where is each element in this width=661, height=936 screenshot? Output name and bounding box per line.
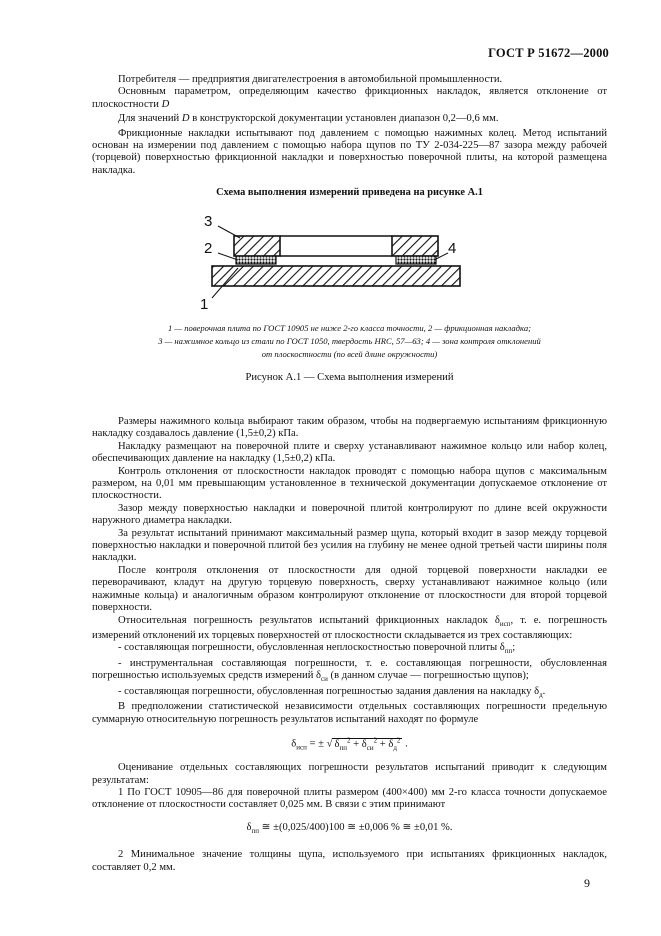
range-text-end: в конструкторской документации установлен диапазон 0,2—0,6 мм. [192,113,499,125]
figure-caption: Рисунок А.1 — Схема выполнения измерений [245,372,454,383]
figure-title: Схема выполнения измерений приведена на рисунке А.1 [216,187,483,198]
bullet-3-subscript: д [539,690,543,699]
document-header: ГОСТ Р 51672—2000 [488,46,609,60]
body-paragraph-plate-tolerance: 1 По ГОСТ 10905—86 для поверочной плиты размером (400×400) мм 2-го класса точности допускаемое отклонение от плоскостности составляет 0,025 мм. В связи с этим принимают [92,787,607,811]
formula-2-lhs: δ [246,821,252,833]
bullet-2-text: - инструментальная составляющая погрешности, т. е. составляющая погрешности, обусловленная погрешностью используемых средств измерений δ [92,657,607,682]
bullet-3-text: - составляющая погрешности, обусловленная погрешностью задания давления на накладку δ [118,685,540,697]
body-paragraph-placement: Накладку размещают на поверочной плите и сверху устанавливают нажимное кольцо или набор колец, обеспечивающих давление на накладку (1,5±0,2) кПа. [92,440,607,465]
verification-plate [212,266,460,286]
body-paragraph-error [92,615,607,643]
variable-d: D [161,98,170,110]
error-text-start: Относительная погрешность результатов испытаний фрикционных накладок δ [118,614,500,626]
measurement-scheme-figure [190,210,480,315]
intro-paragraph-method: Фрикционные накладки испытывают под давлением с помощью нажимных колец. Метод испытаний основан на измерении под давлением с помощью набора щупов по ТУ 2-034-225—87 зазора между рабочей (торцевой) поверхностью фрикционной накладки и поверхностью поверочной плиты, на которой размещена накладка. [92,127,607,176]
figure-label-1: 1 [200,296,209,313]
formula-2-lhs-sub: пп [251,826,259,835]
body-paragraph-gap: Зазор между поверхностью накладки и поверочной плитой контролируют по длине всей окружности наружного диаметра накладки. [92,502,607,527]
main-parameter-text: Основным параметром, определяющим качество фрикционных накладок, является отклонение от плоскостности [92,86,607,110]
body-paragraph-ring-size: Размеры нажимного кольца выбирают таким образом, чтобы на подвергаемую испытаниям фрикционную накладку создавалось давление (1,5±0,2) кПа. [92,416,607,440]
bullet-3-end: . [542,685,546,697]
range-text-start: Для значений [118,113,180,125]
intro-section [92,74,607,177]
bullet-1-end: ; [512,642,516,654]
error-subscript: исп [499,619,511,628]
variable-d-2: D [181,113,190,125]
pressure-ring-right [392,236,438,256]
body-paragraph-flip: После контроля отклонения от плоскостности для одной торцевой поверхности накладки ее переворачивают, кладут на другую торцевую поверхность, сверху устанавливают нажимное кольцо (или нажимные кольца) и аналогичным образом контролируют отклонение от плоскостности для второй торцевой поверхности. [92,564,607,614]
intro-paragraph-consumer: Потребителя — предприятия двигателестроения в автомобильной промышленности. [118,74,503,85]
figure-label-3: 3 [204,213,213,230]
formula-1-lhs: δ [291,738,297,750]
bullet-1-text: - составляющая погрешности, обусловленная неплоскостностью поверочной плиты δ [118,642,505,654]
sqrt-radical: √ $\delta_{пп}^2 + \delta_{си}^2 + \delta_д^2$ . [326,736,408,752]
pressure-ring-left [234,236,280,256]
figure-legend [92,322,607,361]
bullet-2-subscript: си [321,675,328,684]
bullet-pressure-error [92,686,607,702]
bullet-2-end: (в данном случае — погрешностью щупов); [327,670,529,682]
formula-plate-error [92,822,607,838]
legend-line-1: 1 — поверочная плита по ГОСТ 10905 не ниже 2-го класса точности, 2 — фрикционная накладка; [167,323,531,333]
friction-pad-left [236,256,276,264]
formula-1-lhs-sub: исп [296,743,307,752]
page-number: 9 [584,876,590,890]
legend-line-3: от плоскостности (по всей длине окружности) [261,349,438,359]
body-paragraph-evaluation: Оценивание отдельных составляющих погрешности результатов испытаний приводит к следующим результатам: [92,762,607,786]
legend-line-2: 3 — нажимное кольцо из стали по ГОСТ 1050, твердость HRC, 57—63; 4 — зона контроля отклонений [158,336,541,346]
body-section [92,416,607,874]
intro-paragraph-main-parameter [92,86,607,111]
bullet-plate-error [92,642,607,658]
figure-label-2: 2 [204,240,213,257]
bullet-instrument-error [92,658,607,686]
intro-paragraph-range [92,113,607,125]
body-paragraph-feeler-thickness: 2 Минимальное значение толщины щупа, используемого при испытаниях фрикционных накладок, составляет 0,2 мм. [92,849,607,873]
figure-label-4: 4 [448,240,457,257]
formula-1-eq: = ± [309,738,324,750]
formula-total-error [92,734,607,754]
body-paragraph-control: Контроль отклонения от плоскостности накладок проводят с помощью набора щупов с максимальным размером, на 0,01 мм превышающим установленное в технической документации допускаемое отклонение от плоскостности. [92,465,607,502]
bullet-1-subscript: пп [504,647,513,656]
body-paragraph-result: За результат испытаний принимают максимальный размер щупа, который входит в зазор между торцевой поверхностью накладки и поверочной плитой без усилия на глубину не менее одной третьей части ширины поля накладки. [92,527,607,564]
error-text-end: , т. е. погрешность измерений отклонений их торцевых поверхностей от плоскостности складывается из трех составляющих: [92,614,607,642]
friction-pad-right [396,256,436,264]
body-paragraph-independence: В предположении статистической независимости отдельных составляющих погрешности предельную суммарную относительную погрешность результатов испытаний находят по формуле [92,701,607,725]
formula-2-rhs: ≅ ±(0,025/400)100 ≅ ±0,006 % ≅ ±0,01 %. [261,821,453,833]
